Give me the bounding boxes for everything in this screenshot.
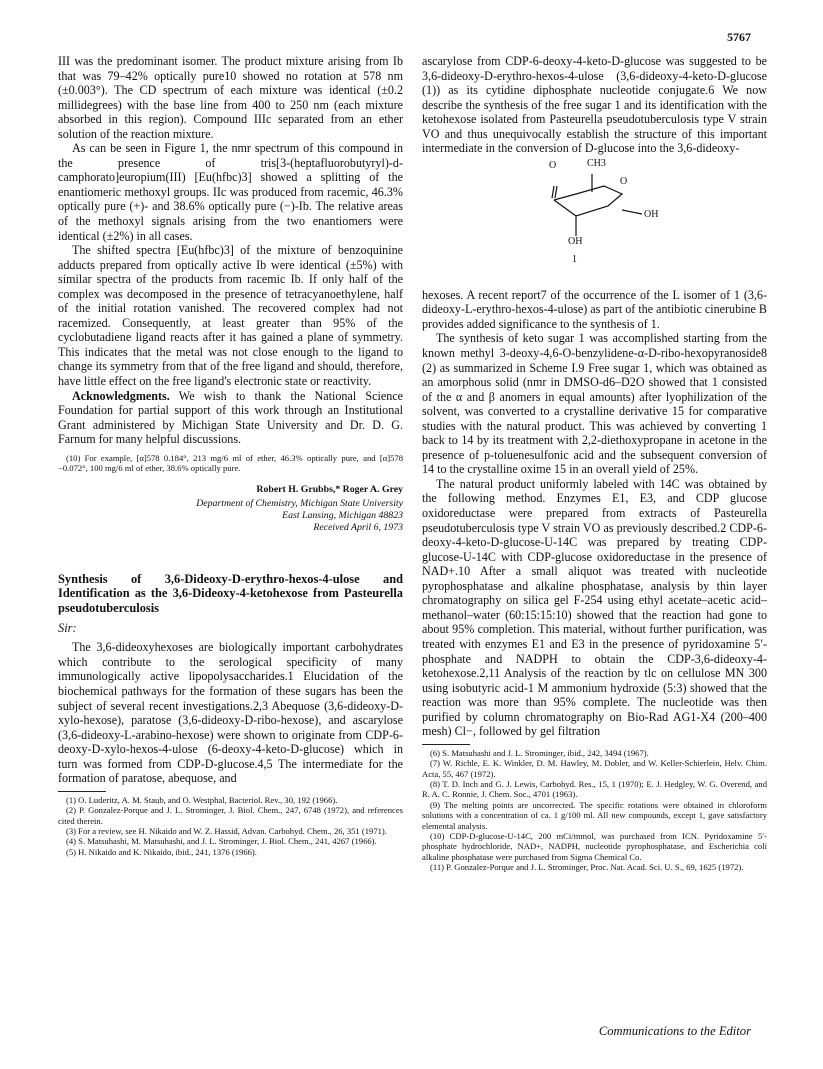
methyl-label: CH3 xyxy=(587,157,606,169)
pyranose-ring-drawing xyxy=(514,158,674,254)
footnote-block xyxy=(422,744,767,873)
footnote: (11) P. Gonzalez-Porque and J. L. Strominger, Proc. Nat. Acad. Sci. U. S., 69, 1625 (1972). xyxy=(430,862,744,873)
ack-label: Acknowledgments. xyxy=(72,388,170,403)
carbonyl-bond xyxy=(555,186,557,198)
compound-number: 1 xyxy=(572,253,577,265)
page-number: 5767 xyxy=(727,30,751,44)
carbonyl-oxygen-label: O xyxy=(549,159,557,171)
chemical-structure xyxy=(422,156,767,288)
received-date: Received April 6, 1973 xyxy=(313,521,403,533)
left-column xyxy=(58,54,403,857)
paragraph: The natural product uniformly labeled with 14C was obtained by the following method. Enzymes E1, E3, and CDP glucose oxidoreductase were prepared from extracts of Pasteurella pseudotuberculosis type V strain VO as previously described.2 CDP-6-deoxy-4-keto-D-glucose-U-14C was prepared by treating CDP-glucose-U-14C with CDP-glucose oxidoreductase in the presence of NAD+.10 After a small aliquot was treated with nucleotide pyrophosphatase and alkaline phosphatase, analysis by thin layer chromatography on silica gel F-254 using ethyl acetate–acetic acid–methanol–water (60:15:15:10) showed that the reaction had gone to about 95% completion. This material, without further purification, was treated with enzymes E1 and E3 in the presence of pyridoxamine 5′-phosphate and NADPH to obtain the CDP-3,6-dideoxy-4-ketohexose.2,11 Analysis of the reaction by tlc on cellulose MN 300 using isobutyric acid-1 M ammonium hydroxide (5:3) showed that the reaction was more than 95% complete. The nucleotide was then purified by column chromatography on Bio-Rad AG1-X4 (200–400 mesh) Cl−, followed by gel filtration xyxy=(422,476,767,739)
paragraph: III was the predominant isomer. The product mixture arising from Ib that was 79–42% optically pure10 showed no rotation at 578 nm (±0.003°). The CD spectrum of each mixture was identical (±0.2 millidegrees) with the base line from 400 to 250 nm (each mixture absorbed in this region). Compound IIIc separated from an ether solution of the reaction mixture. xyxy=(58,54,403,141)
affiliation-line: Department of Chemistry, Michigan State University xyxy=(196,497,403,509)
footnote: (2) P. Gonzalez-Porque and J. L. Strominger, J. Biol. Chem., 247, 6748 (1972), and references cited therein. xyxy=(58,805,403,826)
footnote: (7) W. Richle, E. K. Winkler, D. M. Hawley, M. Dobler, and W. Keller-Schierlein, Helv. Chim. Acta, 55, 467 (1972). xyxy=(422,758,767,779)
footnote-block xyxy=(58,791,403,857)
footnote: (8) T. D. Inch and G. J. Lewis, Carbohyd. Res., 15, 1 (1970); E. J. Hedgley, W. G. Overend, and R. A. C. Ronnie, J. Chem. Soc., 4701 (1963). xyxy=(422,779,767,800)
hydroxyl-label: OH xyxy=(644,208,659,220)
paragraph: ascarylose from CDP-6-deoxy-4-keto-D-glucose was suggested to be 3,6-dideoxy-D-erythro-hexos-4-ulose (3,6-dideoxy-4-keto-D-glucose (1)) as its cytidine diphosphate nucleotide conjugate.6 We now describe the synthesis of the free sugar 1 and its identification with the ketohexose isolated from Pasteurella pseudotuberculosis type V strain VO and thus unequivocally establish the structure of this important intermediate in the conversion of D-glucose into the 3,6-dideoxy- xyxy=(422,54,767,156)
footnote: (1) O. Luderitz, A. M. Staub, and O. Westphal, Bacteriol. Rev., 30, 192 (1966). xyxy=(66,794,338,805)
article-title: Synthesis of 3,6-Dideoxy-D-erythro-hexos-4-ulose and Identification as the 3,6-Dideoxy-4-ketohexose from Pasteurella pseudotuberculosis xyxy=(58,571,403,615)
ring-oxygen-label: O xyxy=(620,175,628,187)
paragraph: The shifted spectra [Eu(hfbc)3] of the mixture of benzoquinine adducts prepared from optically active Ib were identical (±5%) with similar spectra of the products from racemic Ib. If only half of the complex was decomposed in the presence of tetracyanoethylene, half of the initial rotation vanished. The recovered complex had not racemized. Consequently, at least greater than 95% of the cyclobutadiene ligand reacts after it has gained a plane of symmetry. This indicates that the metal was not close enough to the ligand to change its symmetry from that of the free ligand and should, therefore, have little effect on the free ligand's electronic state or reactivity. xyxy=(58,243,403,389)
hydroxyl-bond xyxy=(622,210,642,214)
right-column xyxy=(422,54,767,873)
footnote-rule xyxy=(422,744,470,745)
carbonyl-bond xyxy=(552,186,554,198)
paragraph: As can be seen in Figure 1, the nmr spectrum of this compound in the presence of tris[3-(heptafluorobutyryl)-d-camphorato]europium(III) [Eu(hfbc)3] showed a splitting of the enantiomeric methoxyl groups. IIc was produced from racemic, 46.3% optically pure (+)- and 38.6% optically pure (−)-Ib. The relative areas of the methoxyl signals arising from the two enantiomers were identical (±2%) in all cases. xyxy=(58,141,403,243)
ack-text: We wish to thank the National Science Foundation for partial support of this work through an Institutional Grant administered by Michigan State University and Dr. D. G. Farnum for many helpful discussions. xyxy=(58,388,403,447)
salutation: Sir: xyxy=(58,621,77,636)
journal-section-footer: Communications to the Editor xyxy=(598,1024,751,1038)
author-list: Robert H. Grubbs,* Roger A. Grey xyxy=(256,483,403,495)
footnote-rule xyxy=(58,791,106,792)
footnote: (3) For a review, see H. Nikaido and W. Z. Hassid, Advan. Carbohyd. Chem., 26, 351 (1971). xyxy=(66,826,387,837)
footnote: (10) CDP-D-glucose-U-14C, 200 mCi/mmol, was purchased from ICN. Pyridoxamine 5′-phosphate hydrochloride, NAD+, NADPH, nucleotide pyrophosphatase, and Escherichia coli alkaline phosphatase were purchased from Sigma Chemical Co. xyxy=(422,831,767,862)
affiliation-line: East Lansing, Michigan 48823 xyxy=(282,509,403,521)
footnote: (10) For example, [α]578 0.184°, 213 mg/6 ml of ether, 46.3% optically pure, and [α]578 −0.072°, 100 mg/6 ml of ether, 38.6% optically pure. xyxy=(58,452,403,474)
footnote: (4) S. Matsuhashi, M. Matsuhashi, and J. L. Strominger, J. Biol. Chem., 241, 4267 (1966). xyxy=(66,836,377,847)
paragraph: hexoses. A recent report7 of the occurrence of the L isomer of 1 (3,6-dideoxy-L-erythro-hexos-4-ulose) as part of the antibiotic cinerubine B provides added significance to the synthesis of 1. xyxy=(422,287,767,331)
pyranose-ring xyxy=(554,186,622,216)
footnote: (6) S. Matsuhashi and J. L. Strominger, ibid., 242, 3494 (1967). xyxy=(430,747,649,758)
paragraph: The synthesis of keto sugar 1 was accomplished starting from the known methyl 3-deoxy-4,6-O-benzylidene-α-D-ribo-hexopyranoside8 (2) as summarized in Scheme I.9 Free sugar 1, which was obtained as an amorphous solid (nmr in DMSO-d6–D2O showed that 1 consisted of the α and β anomers in equal amounts) after lyophilization of the solvent, was converted to a crystalline derivative 15 for comparative studies with the natural product. This was achieved by converting 1 back to 14 by its treatment with 2,2-diethoxypropane in acetone in the presence of p-toluenesulfonic acid and the subsequent conversion of 14 to the crystalline oxime 15 in an overall yield of 25%. xyxy=(422,331,767,477)
acknowledgments xyxy=(58,389,403,447)
footnote-block xyxy=(58,453,403,474)
footnote: (5) H. Nikaido and K. Nikaido, ibid., 241, 1376 (1966). xyxy=(66,846,257,857)
paragraph: The 3,6-dideoxyhexoses are biologically important carbohydrates which contribute to the serological specificity of many immunologically active lipopolysaccharides.1 Elucidation of the biochemical pathways for the formation of these sugars has been the subject of several recent investigations.2,3 Abequose (3,6-dideoxy-D-xylo-hexose), paratose (3,6-dideoxy-D-ribo-hexose), and ascarylose (3,6-dideoxy-L-arabino-hexose) were shown to originate from CDP-6-deoxy-D-xylo-hexos-4-ulose (6-deoxy-4-keto-D-glucose) which in turn was formed from CDP-D-glucose.4,5 The intermediate for the formation of paratose, abequose, and xyxy=(58,640,403,786)
footnote: (9) The melting points are uncorrected. The specific rotations were obtained in chloroform solutions with a concentration of ca. 1 g/100 ml. All new compounds, except 1, gave satisfactory elemental analysis. xyxy=(422,799,767,831)
hydroxyl-label: OH xyxy=(568,235,583,247)
